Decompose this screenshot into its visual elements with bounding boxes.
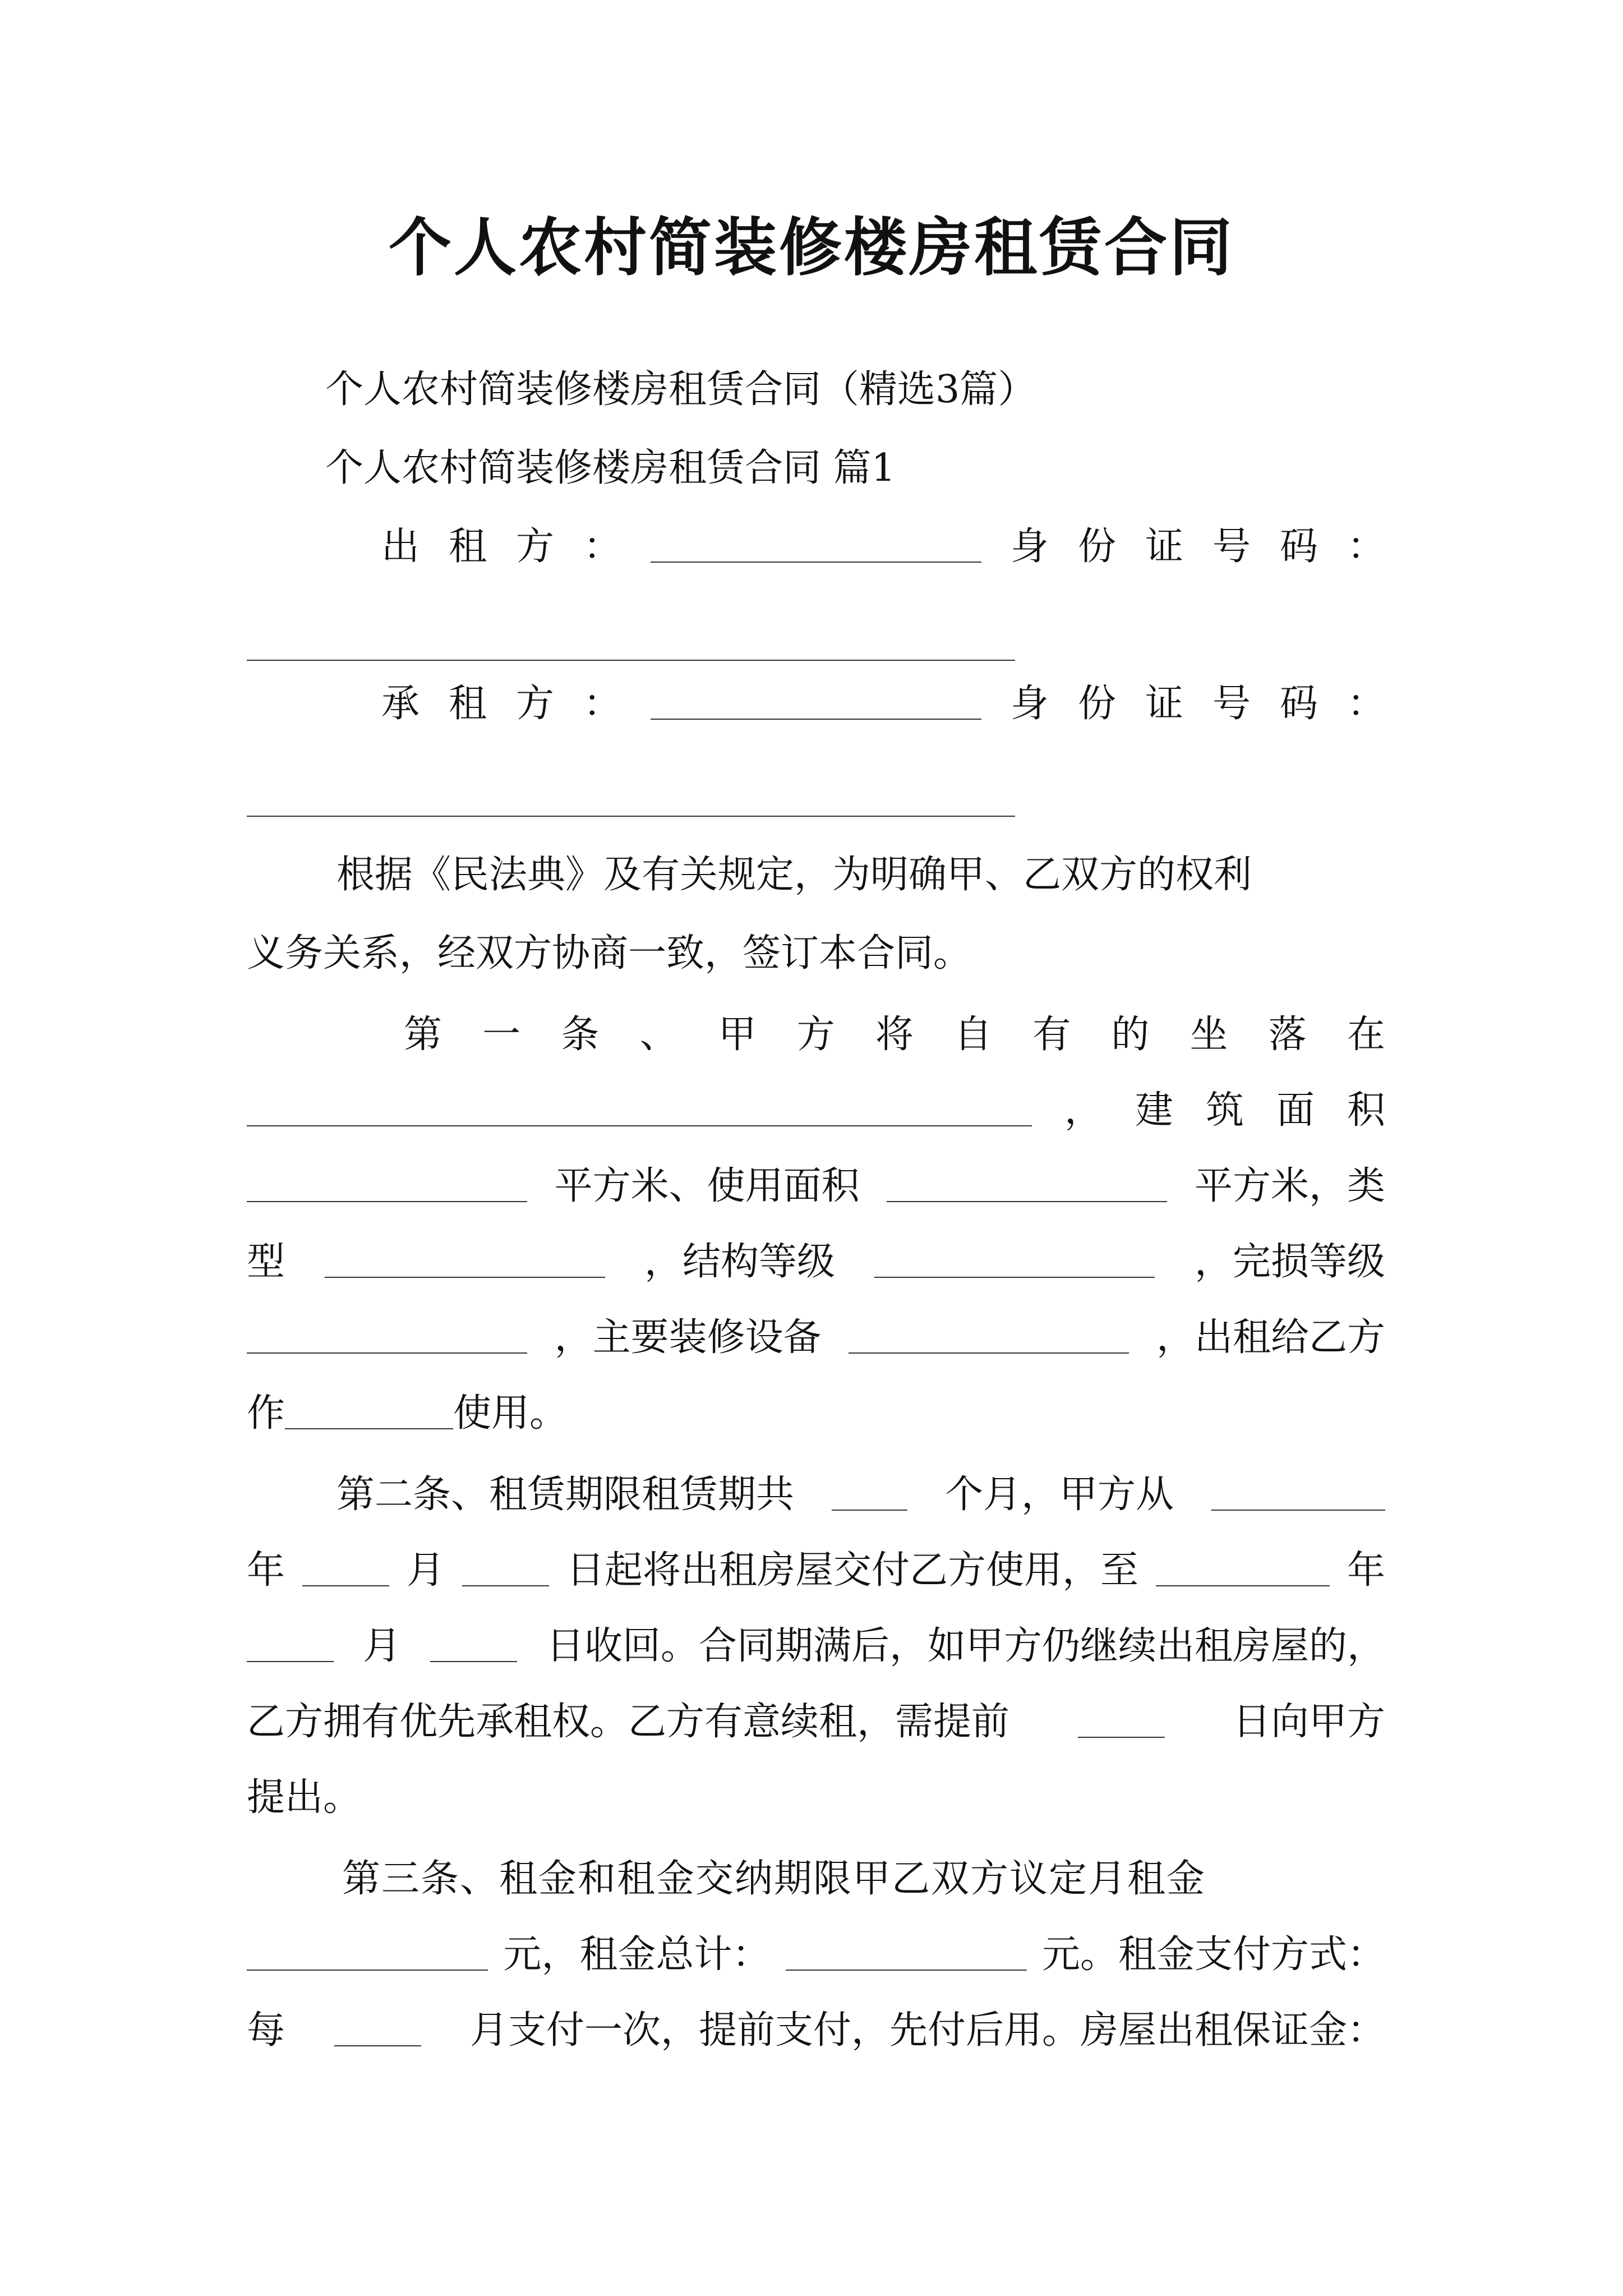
type-blank: [325, 1245, 605, 1278]
location-blank: [247, 1094, 1032, 1126]
months-blank: [832, 1478, 907, 1511]
article-1-text: 使用。: [453, 1391, 568, 1435]
article-1-line-6: [247, 1383, 1385, 1444]
article-2-line-2: [247, 1540, 1385, 1602]
article-1-char: 一: [482, 1013, 521, 1057]
id-label-char: ：: [1347, 682, 1385, 726]
preamble-line-2: 义务关系，经双方协商一致，签订本合同。: [247, 931, 972, 976]
lessee-line: [381, 673, 1385, 735]
article-2-text: 乙方拥有优先承租权。乙方有意续租，需提前: [247, 1700, 1010, 1744]
article-2-text: 年: [1347, 1548, 1385, 1593]
article-1-text: 型: [247, 1240, 285, 1284]
article-1-char: 积: [1347, 1088, 1385, 1133]
article-1-char: 面: [1276, 1088, 1315, 1133]
article-1-char: 落: [1268, 1013, 1307, 1057]
start-month-blank: [302, 1554, 389, 1586]
document-title: 个人农村简装修楼房租赁合同: [389, 211, 1234, 284]
article-1-char: ，: [1064, 1088, 1103, 1133]
subtitle: 个人农村简装修楼房租赁合同（精选3篇）: [325, 367, 1036, 412]
article-1-line-1: [404, 1004, 1385, 1066]
article-1-char: 的: [1111, 1013, 1150, 1057]
article-2-text: 月: [406, 1548, 445, 1593]
article-1-char: 坐: [1189, 1013, 1228, 1057]
article-1-line-5: [247, 1307, 1385, 1369]
article-1-char: 在: [1347, 1013, 1385, 1057]
lessor-name-blank: [651, 530, 981, 563]
article-1-text: 作: [247, 1391, 285, 1435]
lessee-name-blank: [651, 687, 981, 720]
article-1-text: 平方米、使用面积: [554, 1164, 860, 1208]
article-1-char: 第: [404, 1013, 442, 1057]
id-label-char: 号: [1212, 524, 1251, 569]
article-2-line-3: [247, 1616, 1385, 1677]
article-3-line-2: [247, 1924, 1385, 1986]
article-1-char: 将: [875, 1013, 914, 1057]
end-month-blank: [247, 1630, 334, 1662]
id-label-char: 身: [1010, 682, 1049, 726]
article-1-text: ，主要装修设备: [554, 1315, 822, 1360]
renewal-days-blank: [1078, 1705, 1165, 1738]
end-day-blank: [430, 1630, 517, 1662]
lessee-label-char: 方: [516, 682, 555, 726]
id-label-char: 证: [1145, 682, 1183, 726]
total-rent-blank: [786, 1938, 1027, 1971]
lessor-label-char: 方: [516, 524, 555, 569]
id-label-char: ：: [1347, 524, 1385, 569]
article-2-text: 月: [362, 1624, 401, 1668]
article-2-text: 日收回。合同期满后，如甲方仍继续出租房屋的，: [546, 1624, 1385, 1668]
article-3-line-3: [247, 2000, 1385, 2062]
id-label-char: 号: [1212, 682, 1251, 726]
article-3-text: 月支付一次，提前支付，先付后用。房屋出租保证金：: [469, 2008, 1385, 2053]
article-2-text: 个月，甲方从: [944, 1473, 1174, 1517]
equipment-blank: [849, 1321, 1129, 1354]
article-2-text: 日向甲方: [1232, 1700, 1385, 1744]
lessor-label-char: ：: [583, 524, 622, 569]
article-1-char: 筑: [1205, 1088, 1244, 1133]
structure-grade-blank: [874, 1245, 1155, 1278]
article-1-line-4: [247, 1231, 1385, 1293]
id-label-char: 码: [1279, 682, 1318, 726]
lessor-line: [381, 516, 1385, 578]
article-1-char: 方: [796, 1013, 835, 1057]
id-label-char: 码: [1279, 524, 1318, 569]
lessor-label-char: 出: [381, 524, 420, 569]
article-3-text: 元。租金支付方式：: [1041, 1932, 1385, 1977]
article-3-text: 元，租金总计：: [503, 1932, 771, 1977]
usage-blank: [285, 1397, 453, 1429]
building-area-blank: [247, 1170, 527, 1202]
start-day-blank: [462, 1554, 549, 1586]
article-1-char: 、: [639, 1013, 678, 1057]
lessee-label-char: 承: [381, 682, 420, 726]
id-label-char: 身: [1010, 524, 1049, 569]
article-2-text: 年: [247, 1548, 285, 1593]
article-2-line-5: 提出。: [247, 1775, 362, 1820]
monthly-rent-blank: [247, 1938, 488, 1971]
article-3-text: 每: [247, 2008, 285, 2053]
article-1-line-3: [247, 1156, 1385, 1217]
article-1-text: ，完损等级: [1194, 1240, 1385, 1284]
id-label-char: 份: [1077, 682, 1116, 726]
article-1-char: 甲: [718, 1013, 757, 1057]
lessee-label-char: 租: [449, 682, 487, 726]
article-1-text: 平方米，类: [1194, 1164, 1385, 1208]
section-heading: 个人农村简装修楼房租赁合同 篇1: [325, 446, 896, 490]
article-2-text: 第二条、租赁期限租赁期共: [336, 1473, 795, 1517]
article-1-line-2: [247, 1080, 1385, 1142]
article-1-text: ，结构等级: [644, 1240, 835, 1284]
article-1-text: ，出租给乙方: [1156, 1315, 1385, 1360]
preamble-line-1: 根据《民法典》及有关规定，为明确甲、乙双方的权利: [336, 853, 1252, 897]
id-label-char: 份: [1077, 524, 1116, 569]
lessor-label-char: 租: [449, 524, 487, 569]
lessor-id-blank: [247, 660, 1015, 661]
id-label-char: 证: [1145, 524, 1183, 569]
article-1-char: 有: [1032, 1013, 1071, 1057]
start-year-blank: [1211, 1478, 1385, 1511]
article-1-char: 自: [954, 1013, 993, 1057]
article-3-line-1: 第三条、租金和租金交纳期限甲乙双方议定月租金: [342, 1857, 1206, 1901]
condition-grade-blank: [247, 1321, 527, 1354]
article-2-line-4: [247, 1691, 1385, 1753]
article-1-char: 建: [1135, 1088, 1173, 1133]
payment-interval-blank: [334, 2014, 421, 2046]
usable-area-blank: [887, 1170, 1167, 1202]
end-year-blank: [1156, 1554, 1330, 1586]
lessee-label-char: ：: [583, 682, 622, 726]
lessee-id-blank: [247, 816, 1015, 817]
article-2-text: 日起将出租房屋交付乙方使用，至: [566, 1548, 1138, 1593]
article-1-char: 条: [561, 1013, 600, 1057]
article-2-line-1: [336, 1464, 1385, 1526]
